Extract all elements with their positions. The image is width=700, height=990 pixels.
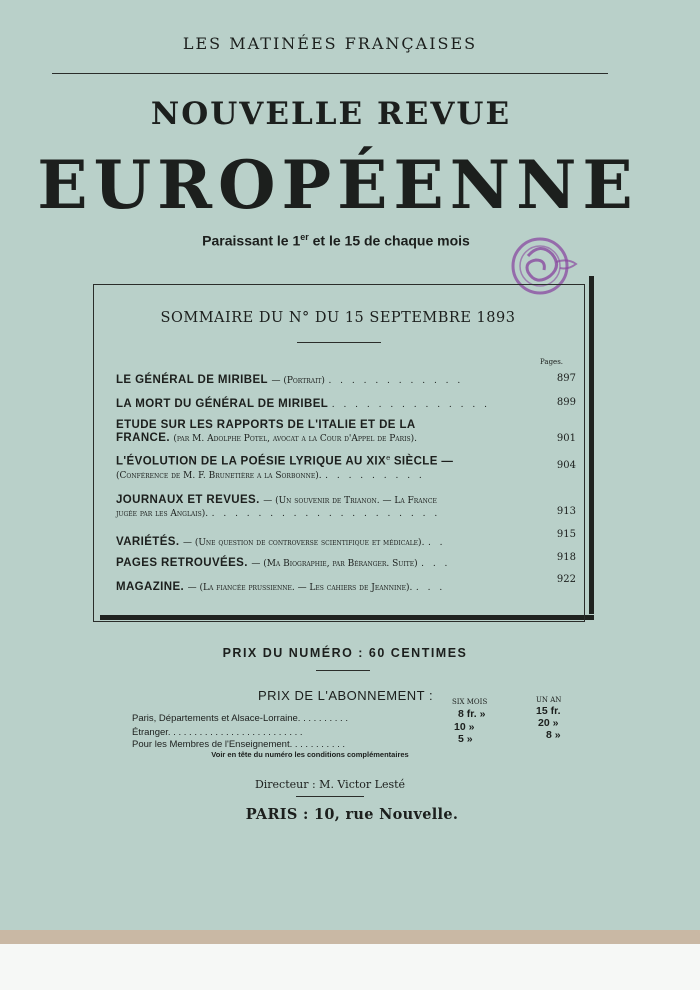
six-month-price: 10 » (454, 721, 475, 733)
summary-entry (116, 529, 576, 548)
entry-page: 918 (556, 552, 576, 563)
entry-detail: — (La fiancée prussienne. — Les cahiers de Jeannine). (187, 583, 413, 593)
row-label: Paris, Départements et Alsace-Lorraine. (132, 713, 301, 724)
entry-heading-sup: e (386, 454, 391, 462)
leader-dots: . . . . . . . . . . . . . . . . . . . . . . . . . (173, 727, 303, 738)
one-year-price: 15 fr. (536, 705, 561, 717)
entry-page: 913 (556, 506, 576, 517)
entry-heading: PAGES RETROUVÉES. (116, 557, 248, 569)
row-label: Étranger. (132, 727, 171, 738)
entry-detail: — (Un souvenir de Trianon. — La France (263, 496, 437, 506)
background (0, 944, 700, 990)
subscription-title: PRIX DE L'ABONNEMENT : (258, 688, 434, 703)
entry-page: 904 (556, 460, 576, 471)
entry-heading: MAGAZINE. (116, 581, 185, 593)
conditions-note: Voir en tête du numéro les conditions complémentaires (211, 750, 409, 759)
subscription-row (132, 739, 345, 750)
entry-detail-cont: jugée par les Anglais). (116, 509, 209, 519)
price-rule (316, 670, 370, 671)
subscription-row (132, 727, 303, 738)
leader-dots: . . (427, 538, 446, 548)
entry-page: 922 (556, 574, 576, 585)
summary-entry (116, 454, 576, 481)
entry-page: 899 (556, 397, 576, 408)
entry-detail: — (Une question de controverse scientifique et médicale). (182, 538, 425, 548)
summary-box (93, 284, 585, 622)
director-rule (296, 796, 364, 797)
box-shadow-right (589, 276, 594, 614)
torn-edge (0, 930, 700, 944)
leader-dots: . . . (421, 559, 451, 569)
title-line2: EUROPÉENNE (37, 146, 639, 224)
summary-entry (116, 397, 576, 410)
periodicity-sup: er (300, 232, 309, 242)
entry-heading-end: SIÈCLE — (390, 455, 454, 468)
entry-detail: — (Ma Biographie, par Béranger. Suite) (251, 559, 418, 569)
periodicity-text: Paraissant le 1 (202, 232, 301, 249)
pages-column-label: Pages. (540, 358, 564, 366)
leader-dots: . . . . . . . . . . (294, 739, 346, 750)
summary-entry (116, 574, 576, 593)
summary-rule (297, 342, 381, 343)
entry-heading: LE GÉNÉRAL DE MIRIBEL (116, 374, 268, 386)
summary-entry (116, 552, 576, 569)
leader-dots: . . . . . . . . . . . . . . . . . . . . (211, 509, 441, 519)
issue-price: PRIX DU NUMÉRO : 60 CENTIMES (222, 646, 468, 660)
entry-page: 915 (556, 529, 576, 540)
entry-page: 897 (556, 373, 576, 384)
entry-heading: VARIÉTÉS. (116, 536, 180, 548)
summary-entry (116, 418, 576, 444)
entry-heading: LA MORT DU GÉNÉRAL DE MIRIBEL (116, 398, 329, 410)
leader-dots: . . . . . . . . . . . . . . (331, 400, 490, 410)
six-month-price: 5 » (458, 733, 473, 745)
title-line1: NOUVELLE REVUE (150, 96, 512, 132)
one-year-price: 20 » (538, 717, 559, 729)
summary-title: SOMMAIRE DU N° DU 15 SEPTEMBRE 1893 (160, 310, 516, 326)
entry-detail: (par M. Adolphe Potel, avocat a la Cour d'Appel de Paris). (173, 434, 417, 444)
leader-dots: . . . (415, 583, 446, 593)
leader-dots: . . . . . . . . . (303, 713, 348, 724)
summary-entry (116, 493, 576, 519)
entry-page: 901 (556, 433, 576, 444)
leader-dots: . . . . . . . . . (325, 470, 425, 481)
one-year-price: 8 » (546, 729, 561, 741)
subscription-row (132, 713, 348, 724)
series-title: LES MATINÉES FRANÇAISES (182, 34, 478, 53)
row-label: Pour les Membres de l'Enseignement. (132, 739, 293, 750)
summary-entry (116, 373, 576, 386)
address: PARIS : 10, rue Nouvelle. (245, 806, 459, 823)
leader-dots: . . . . . . . . . . . . (328, 376, 464, 386)
periodicity-text-end: et le 15 de chaque mois (308, 232, 470, 249)
entry-heading-cont: FRANCE. (116, 432, 170, 444)
col-six-months: SIX MOIS (452, 698, 488, 706)
entry-heading: ETUDE SUR LES RAPPORTS DE L'ITALIE ET DE LA (116, 419, 416, 431)
entry-detail: — (Portrait) (271, 376, 325, 386)
six-month-price: 8 fr. » (458, 708, 486, 720)
col-one-year: UN AN (536, 696, 562, 704)
entry-heading: L'ÉVOLUTION DE LA POÉSIE LYRIQUE AU XIX (116, 455, 387, 468)
header-rule (52, 73, 608, 74)
director: Directeur : M. Victor Lesté (254, 778, 406, 791)
entry-detail: (Conférence de M. F. Brunetière a la Sorbonne). (116, 470, 322, 481)
entry-heading: JOURNAUX ET REVUES. (116, 494, 260, 506)
